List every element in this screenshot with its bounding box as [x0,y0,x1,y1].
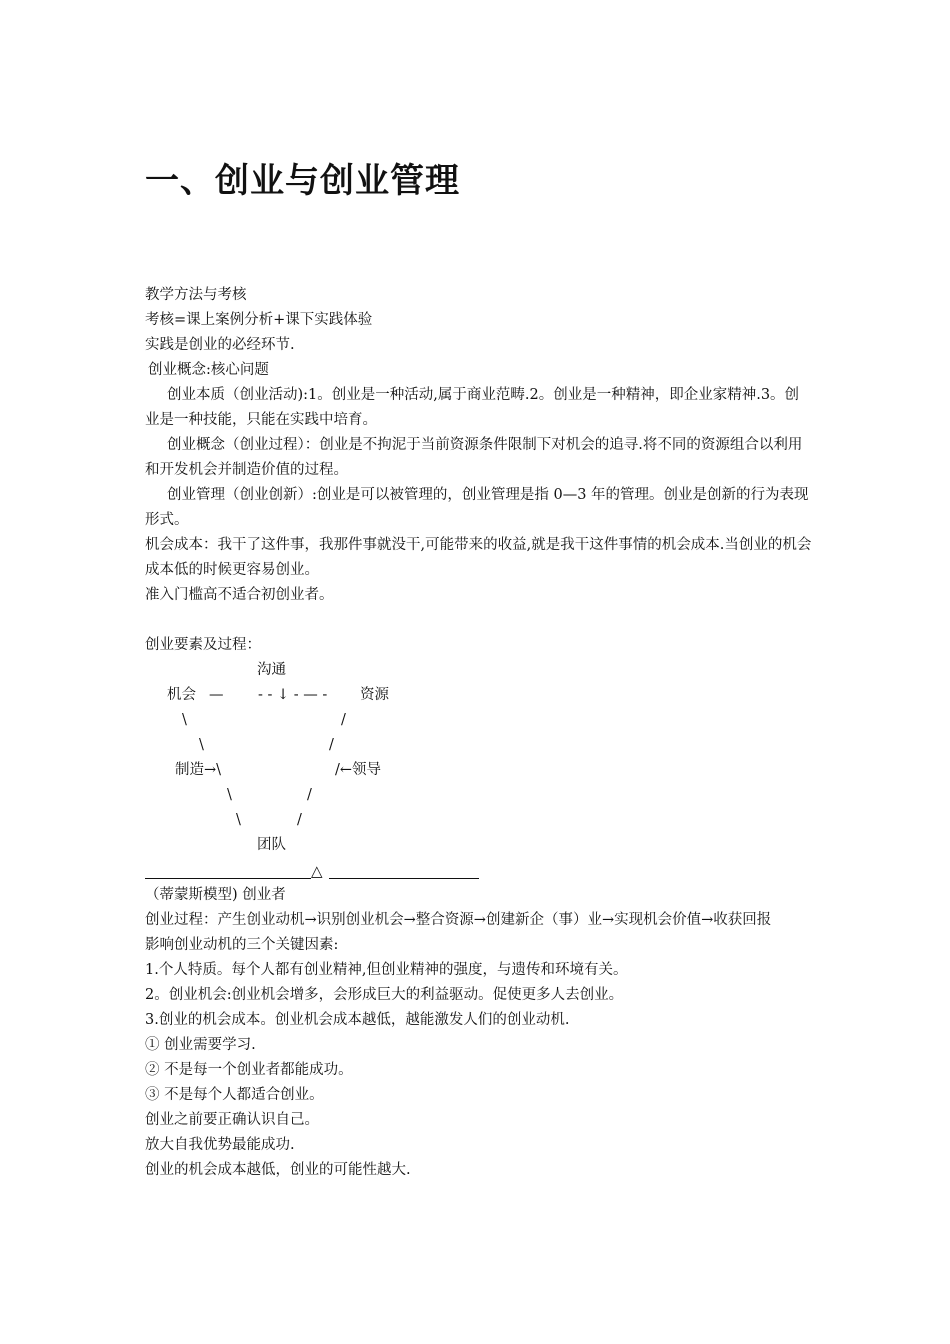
diagram-line: / [341,712,346,728]
diagram-heading: 创业要素及过程： [145,637,261,653]
paragraph: 创业概念:核心问题 [148,362,269,378]
diagram-line: / [307,787,312,803]
document-body [145,283,813,1183]
diagram-baseline [145,858,813,883]
paragraph: 考核=课上案例分析+课下实践体验 [145,312,373,328]
model-caption: （蒂蒙斯模型) 创业者 [145,887,286,903]
paragraph: 创业概念（创业过程）：创业是不拘泥于当前资源条件限制下对机会的追寻.将不同的资源组合以利用和开发机会并制造价值的过程。 [145,437,803,478]
list-item: ③ 不是每个人都适合创业。 [145,1087,324,1103]
timmons-model-diagram [145,658,813,833]
paragraph: 创业本质（创业活动):1。创业是一种活动,属于商业范畴.2。创业是一种精神，即企业家精神.3。创业是一种技能，只能在实践中培育。 [145,387,800,428]
paragraph: 1.个人特质。每个人都有创业精神,但创业精神的强度，与遗传和环境有关。 [145,962,628,978]
paragraph: 准入门槛高不适合初创业者。 [145,587,334,603]
diagram-label-communication: 沟通 [257,662,286,678]
diagram-label-create: 制造→\ [175,762,222,778]
paragraph: 3.创业的机会成本。创业机会成本越低，越能激发人们的创业动机. [145,1012,570,1028]
diagram-line: / [297,812,302,828]
paragraph: 创业的机会成本越低，创业的可能性越大. [145,1162,411,1178]
paragraph: 放大自我优势最能成功. [145,1137,295,1153]
diagram-line: \ [227,787,232,803]
diagram-line: \ [199,737,204,753]
paragraph: 创业过程：产生创业动机→识别创业机会→整合资源→创建新企（事）业→实现机会价值→收获回报 [145,912,772,928]
diagram-line: \ [182,712,187,728]
baseline-right [329,878,479,879]
paragraph: 机会成本：我干了这件事，我那件事就没干,可能带来的收益,就是我干这件事情的机会成本.当创业的机会成本低的时候更容易创业。 [145,537,812,578]
paragraph: 影响创业动机的三个关键因素: [145,937,339,953]
diagram-team-row [145,833,813,858]
paragraph: 教学方法与考核 [145,287,247,303]
paragraph: 创业之前要正确认识自己。 [145,1112,319,1128]
diagram-label-lead: /←领导 [335,762,382,778]
diagram-label-resources: 资源 [360,687,389,703]
paragraph: 实践是创业的必经环节. [145,337,295,353]
diagram-line: / [329,737,334,753]
diagram-arrow-down: - - ↓ - — - [258,687,328,703]
diagram-label-team: 团队 [257,837,286,853]
paragraph: 2。创业机会:创业机会增多，会形成巨大的利益驱动。促使更多人去创业。 [145,987,624,1003]
diagram-label-opportunity: 机会 [167,687,196,703]
diagram-dash: — [209,687,224,703]
blank-line [145,608,813,633]
page-title: 一、创业与创业管理 [145,161,460,201]
paragraph: 创业管理（创业创新）:创业是可以被管理的，创业管理是指 0—3 年的管理。创业是创新的行为表现形式。 [145,487,809,528]
triangle-icon: △ [311,862,323,880]
list-item: ① 创业需要学习. [145,1037,256,1053]
list-item: ② 不是每一个创业者都能成功。 [145,1062,353,1078]
diagram-line: \ [236,812,241,828]
baseline-left [145,878,311,879]
